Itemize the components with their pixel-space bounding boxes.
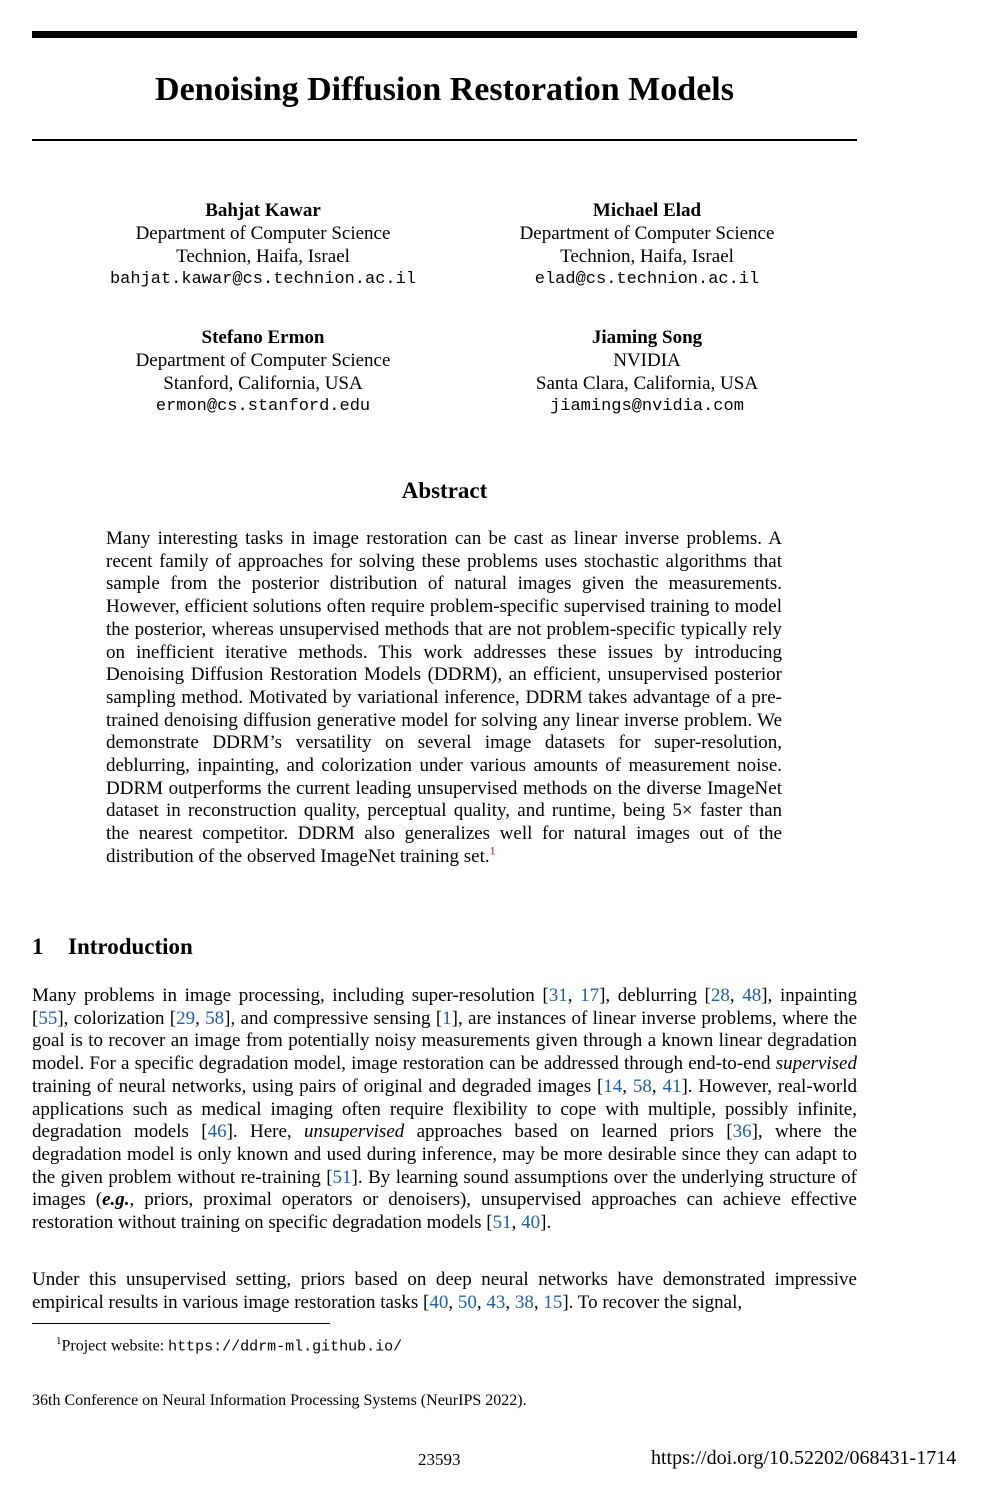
- author-name: Bahjat Kawar: [205, 200, 321, 221]
- text-run: ]. Here,: [226, 1121, 304, 1143]
- text-run: ], are instances of linear inverse problems, where the goal is to recover an image from potentially noisy measurements given through a known linear degradation model. For a specific degradation model, image restoration can be addressed through end-to-end: [32, 1007, 858, 1075]
- citation-link[interactable]: 40: [521, 1212, 541, 1234]
- citation-link[interactable]: 48: [742, 985, 762, 1006]
- text-run: ], inpainting [: [32, 985, 858, 1029]
- author-location: Technion, Haifa, Israel: [176, 246, 350, 267]
- text-run: , priors, proximal operators or denoisers), unsupervised approaches can achieve effective restoration without training on specific degradation models [: [32, 1189, 857, 1234]
- citation-link[interactable]: 17: [580, 985, 600, 1006]
- citation-link[interactable]: 41: [662, 1075, 682, 1097]
- text-run: ,: [729, 985, 743, 1006]
- text-run: approaches based on learned priors [: [404, 1121, 733, 1143]
- text-run: ,: [505, 1291, 515, 1313]
- author-name: Stefano Ermon: [201, 327, 325, 348]
- text-run: ], deblurring [: [599, 985, 711, 1006]
- citation-link[interactable]: 51: [332, 1166, 352, 1188]
- text-run: ]. By learning sound assumptions over the underlying structure of images (: [32, 1166, 858, 1211]
- text-run: ,: [533, 1291, 544, 1313]
- text-run: ,: [195, 1007, 206, 1029]
- author-email[interactable]: jiamings@nvidia.com: [550, 397, 744, 416]
- project-url-link[interactable]: https://ddrm-ml.github.io/: [168, 1338, 403, 1356]
- text-run: training of neural networks, using pairs of original and degraded images [: [32, 1075, 604, 1097]
- emphasis-text: e.g.: [102, 1189, 130, 1211]
- emphasis-text: unsupervised: [304, 1121, 405, 1143]
- text-run: ]. To recover the signal,: [562, 1291, 743, 1313]
- author-block-2: [437, 199, 857, 291]
- text-run: Under this unsupervised setting, priors based on deep neural networks have demonstrated impressive empirical results in various image restoration tasks [: [32, 1269, 857, 1313]
- citation-link[interactable]: 1: [442, 1007, 452, 1029]
- author-email[interactable]: bahjat.kawar@cs.technion.ac.il: [109, 270, 417, 289]
- text-run: ], and compressive sensing [: [224, 1007, 443, 1029]
- text-run: ,: [448, 1291, 458, 1313]
- emphasis-text: supervised: [775, 1053, 857, 1075]
- section-number: 1: [32, 934, 44, 959]
- citation-link[interactable]: 46: [207, 1121, 227, 1143]
- author-name: Michael Elad: [592, 200, 702, 221]
- author-block-4: [437, 326, 857, 418]
- author-location: Stanford, California, USA: [163, 373, 363, 394]
- text-run: ]. However, real-world applications such as medical imaging often require flexibility to cope with multiple, possibly infinite, degradation models [: [32, 1075, 857, 1143]
- citation-link[interactable]: 50: [457, 1291, 477, 1313]
- citation-link[interactable]: 55: [38, 1007, 58, 1029]
- text-run: ,: [567, 985, 581, 1006]
- intro-paragraph-1: [32, 985, 857, 1235]
- title-rule: [32, 139, 857, 141]
- author-affiliation: NVIDIA: [613, 350, 681, 371]
- footnote-number: 1: [56, 1335, 62, 1347]
- top-rule: [32, 31, 857, 38]
- paper-title: Denoising Diffusion Restoration Models: [155, 71, 734, 108]
- citation-link[interactable]: 58: [205, 1007, 225, 1029]
- text-run: ].: [540, 1212, 552, 1234]
- citation-link[interactable]: 38: [514, 1291, 534, 1313]
- abstract-text: [106, 528, 782, 869]
- citation-link[interactable]: 36: [732, 1121, 752, 1143]
- intro-paragraph-2: [32, 1269, 857, 1314]
- citation-link[interactable]: 14: [603, 1075, 623, 1097]
- text-run: ], colorization [: [57, 1007, 177, 1029]
- citation-link[interactable]: 51: [492, 1212, 512, 1234]
- author-block-1: [53, 199, 473, 291]
- page-number: 23593: [418, 1450, 461, 1469]
- author-name: Jiaming Song: [591, 327, 703, 348]
- citation-link[interactable]: 28: [710, 985, 730, 1006]
- section-title: Introduction: [68, 934, 193, 959]
- citation-link[interactable]: 15: [543, 1291, 563, 1313]
- author-affiliation: Department of Computer Science: [135, 350, 391, 371]
- author-email[interactable]: elad@cs.technion.ac.il: [534, 270, 760, 289]
- author-location: Technion, Haifa, Israel: [560, 246, 734, 267]
- citation-link[interactable]: 29: [176, 1007, 196, 1029]
- abstract-body: Many interesting tasks in image restoration can be cast as linear inverse problems. A recent family of approaches for solving these problems uses stochastic algorithms that sample from the posterior distribution of natural images given the measurements. However, efficient solutions often require problem-specific supervised training to model the posterior, whereas unsupervised methods that are not problem-specific typically rely on inefficient iterative methods. This work addresses these issues by introducing Denoising Diffusion Restoration Models (DDRM), an efficient, unsupervised posterior sampling method. Motivated by variational inference, DDRM takes advantage of a pre-trained denoising diffusion generative model for solving any linear inverse problem. We demonstrate DDRM’s versatility on several image datasets for super-resolution, deblurring, inpainting, and colorization under various amounts of measurement noise. DDRM outperforms the current leading unsupervised methods on the diverse ImageNet dataset in reconstruction quality, perceptual quality, and runtime, being 5× faster than the nearest competitor. DDRM also generalizes well for natural images out of the distribution of the observed ImageNet training set.: [106, 528, 782, 867]
- citation-link[interactable]: 43: [486, 1291, 506, 1313]
- author-location: Santa Clara, California, USA: [535, 373, 759, 394]
- footnote-label: Project website:: [61, 1337, 169, 1355]
- citation-link[interactable]: 40: [429, 1291, 449, 1313]
- author-email[interactable]: ermon@cs.stanford.edu: [155, 397, 371, 416]
- footnote: [56, 1331, 402, 1357]
- doi-link[interactable]: https://doi.org/10.52202/068431-1714: [651, 1447, 957, 1469]
- author-block-3: [53, 326, 473, 418]
- text-run: ,: [651, 1075, 663, 1097]
- abstract-heading: Abstract: [401, 478, 488, 503]
- text-run: ,: [476, 1291, 487, 1313]
- citation-link[interactable]: 31: [548, 985, 568, 1006]
- footnote-mark[interactable]: 1: [489, 843, 496, 858]
- text-run: ], where the degradation model is only known and used during inference, may be more desirable since they can adapt to the given problem without re-training [: [32, 1121, 857, 1188]
- author-affiliation: Department of Computer Science: [135, 223, 391, 244]
- text-run: ,: [511, 1212, 522, 1234]
- text-run: ,: [622, 1075, 633, 1097]
- venue-note: 36th Conference on Neural Information Processing Systems (NeurIPS 2022).: [32, 1392, 527, 1409]
- footnote-rule: [32, 1323, 330, 1324]
- author-affiliation: Department of Computer Science: [519, 223, 775, 244]
- section-heading: [32, 933, 193, 961]
- text-run: Many problems in image processing, including super-resolution [: [32, 985, 549, 1006]
- citation-link[interactable]: 58: [632, 1075, 652, 1097]
